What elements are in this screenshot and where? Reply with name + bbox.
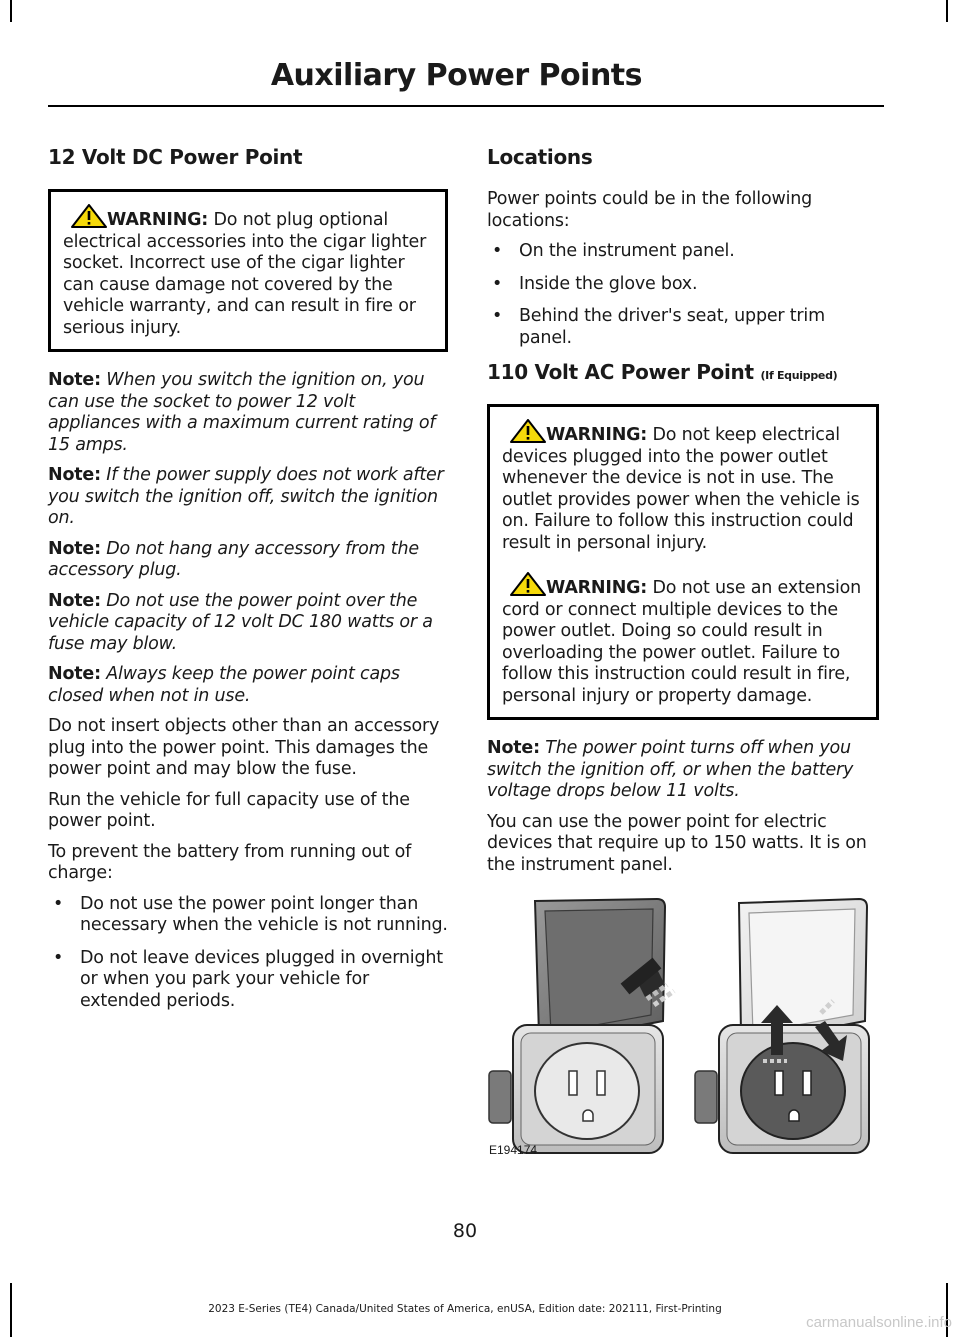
warning-label: WARNING: (546, 425, 648, 445)
note-paragraph (48, 591, 448, 656)
list-item: • Do not leave devices plugged in overnight or when you park your vehicle for extended periods. (48, 948, 448, 1013)
watermark: carmanualsonline.info (806, 1314, 952, 1331)
note-label: Note: (48, 370, 101, 390)
warning-triangle-icon (71, 204, 107, 228)
note-text: Do not use the power point over the vehicle capacity of 12 volt DC 180 watts or a fuse may blow. (48, 590, 433, 654)
warning-box-12v (48, 189, 448, 352)
warning-text: Do not keep electrical devices plugged into the power outlet whenever the device is not in use. The outlet provides power when the vehicle is on. Failure to follow this instruction could result in personal injury. (502, 425, 860, 553)
warning-triangle-icon (510, 419, 546, 443)
note-label: Note: (48, 590, 101, 611)
list-item: • Inside the glove box. (487, 274, 879, 296)
list-item: • Behind the driver's seat, upper trim panel. (487, 306, 879, 349)
crop-mark-top-right (946, 0, 948, 22)
warning-item (502, 419, 866, 554)
note-text: The power point turns off when you switch the ignition off, or when the battery voltage drops below 11 volts. (487, 738, 854, 801)
note-paragraph (487, 738, 879, 803)
battery-bullet-list (48, 894, 448, 1013)
body-paragraph: To prevent the battery from running out of charge: (48, 841, 412, 883)
section-heading-12v: 12 Volt DC Power Point (48, 145, 303, 169)
note-paragraph (48, 664, 448, 707)
note-text: If the power supply does not work after you switch the ignition off, switch the ignition on. (48, 465, 444, 528)
warning-item (63, 204, 435, 339)
figure-id: E194174 (489, 1143, 538, 1157)
warning-text: Do not use an extension cord or connect multiple devices to the power outlet. Doing so could result in overloading the power outlet. Failure to follow this instruction could result in fire, personal injury or property damage. (502, 578, 862, 706)
outlet-closed-lid (489, 899, 674, 1153)
body-paragraph: You can use the power point for electric devices that require up to 150 watts. It is on the instrument panel. (487, 811, 867, 875)
page-footer: 2023 E-Series (TE4) Canada/United States of America, enUSA, Edition date: 202111, First-Printing (208, 1303, 722, 1315)
note-label: Note: (48, 664, 101, 684)
section-heading-110v (487, 360, 879, 384)
note-label: Note: (48, 465, 101, 485)
if-equipped-tag: (If Equipped) (760, 369, 838, 382)
warning-triangle-icon (510, 572, 546, 596)
body-paragraph: Do not insert objects other than an accessory plug into the power point. This damages the power point and may blow the fuse. (48, 716, 440, 779)
warning-item (502, 572, 866, 707)
note-paragraph (48, 539, 448, 582)
left-column (48, 145, 448, 1023)
note-label: Note: (48, 538, 101, 559)
page-title: Auxiliary Power Points (270, 58, 642, 93)
list-item: • On the instrument panel. (487, 241, 879, 263)
warning-label: WARNING: (107, 210, 209, 230)
note-paragraph (48, 370, 448, 456)
body-paragraph: Power points could be in the following locations: (487, 189, 813, 231)
locations-list (487, 241, 879, 349)
note-text: When you switch the ignition on, you can use the socket to power 12 volt appliances with a maximum current rating of 15 amps. (48, 370, 436, 455)
note-text: Do not hang any accessory from the accessory plug. (48, 538, 419, 580)
power-outlet-drawing (487, 893, 875, 1163)
warning-label: WARNING: (546, 578, 648, 598)
warning-box-110v (487, 404, 879, 720)
header-divider (48, 105, 884, 107)
power-outlet-illustration (487, 893, 875, 1163)
warning-text: Do not plug optional electrical accessories into the cigar lighter socket. Incorrect use of the cigar lighter can cause damage not covered by the vehicle warranty, and can result in fire or serious injury. (63, 210, 427, 338)
note-label: Note: (487, 738, 540, 758)
section-heading-text: 110 Volt AC Power Point (487, 360, 754, 384)
body-paragraph: Run the vehicle for full capacity use of the power point. (48, 789, 410, 831)
outlet-open-lid (695, 899, 869, 1153)
note-text: Always keep the power point caps closed when not in use. (48, 664, 400, 706)
list-item: • Do not use the power point longer than necessary when the vehicle is not running. (48, 894, 448, 937)
page-number: 80 (452, 1220, 478, 1242)
section-heading-locations: Locations (487, 145, 593, 169)
crop-mark-top-left (10, 0, 12, 22)
right-column (487, 145, 879, 885)
note-paragraph (48, 465, 448, 530)
